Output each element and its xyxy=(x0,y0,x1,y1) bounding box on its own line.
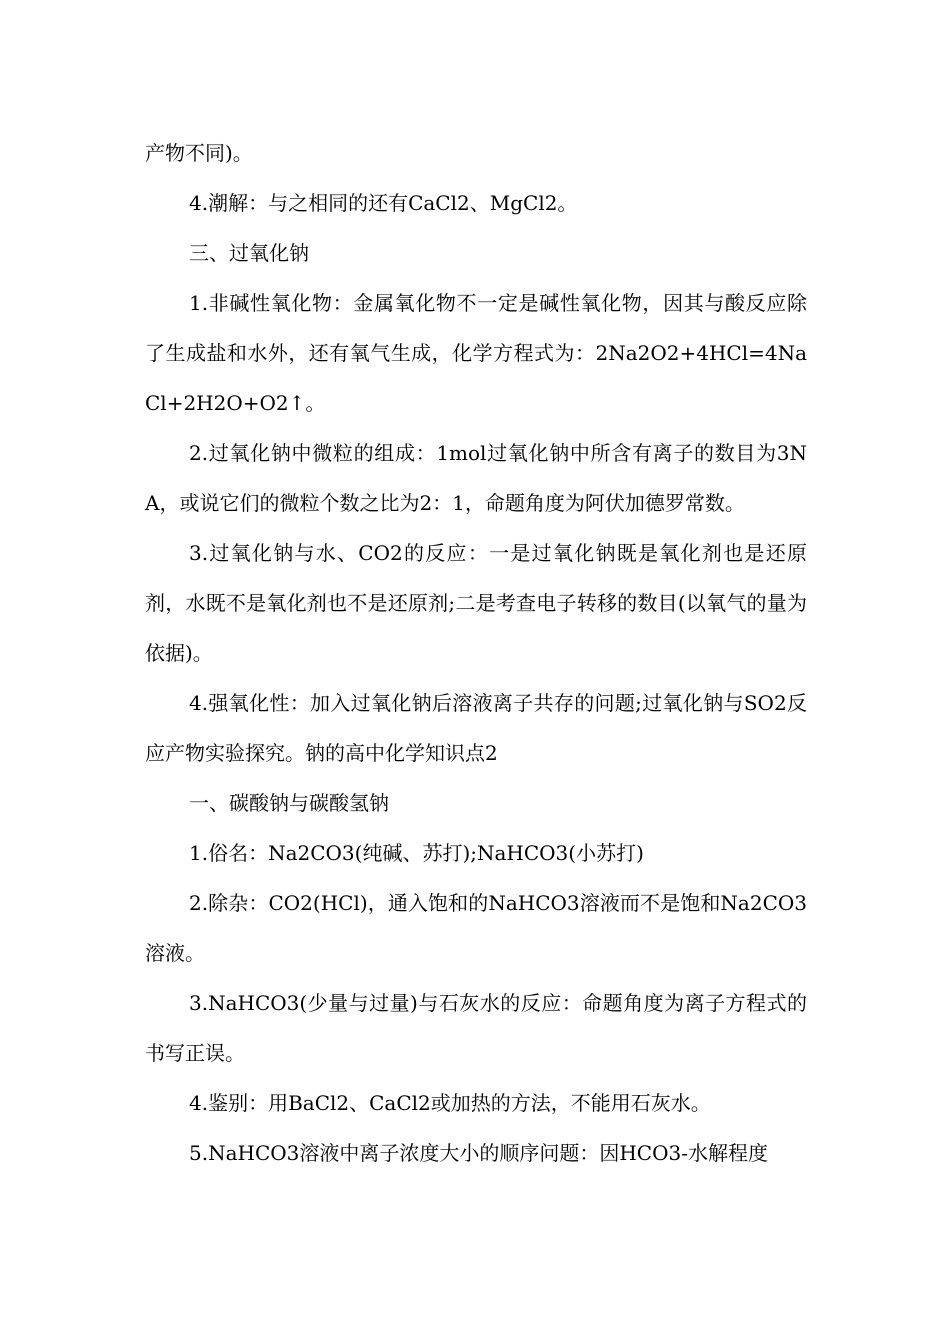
paragraph-13: 5.NaHCO3溶液中离子浓度大小的顺序问题：因HCO3-水解程度 xyxy=(189,1141,768,1165)
paragraph-6: 3.过氧化钠与水、CO2的反应：一是过氧化钠既是氧化剂也是还原剂，水既不是氧化剂也不是还原剂;二是考查电子转移的数目(以氧气的量为依据)。 xyxy=(145,541,807,665)
paragraph-7: 4.强氧化性：加入过氧化钠后溶液离子共存的问题;过氧化钠与SO2反应产物实验探究。钠的高中化学知识点2 xyxy=(145,691,807,765)
paragraph-11: 3.NaHCO3(少量与过量)与石灰水的反应：命题角度为离子方程式的书写正误。 xyxy=(145,991,807,1065)
section-heading-sodium-peroxide: 三、过氧化钠 xyxy=(189,241,309,265)
paragraph-10: 2.除杂：CO2(HCl)，通入饱和的NaHCO3溶液而不是饱和Na2CO3溶液。 xyxy=(145,891,807,965)
paragraph-5: 2.过氧化钠中微粒的组成：1mol过氧化钠中所含有离子的数目为3NA，或说它们的微粒个数之比为2：1，命题角度为阿伏加德罗常数。 xyxy=(145,441,807,515)
paragraph-12: 4.鉴别：用BaCl2、CaCl2或加热的方法，不能用石灰水。 xyxy=(189,1091,711,1115)
section-heading-carbonates: 一、碳酸钠与碳酸氢钠 xyxy=(189,791,389,815)
paragraph-4: 1.非碱性氧化物：金属氧化物不一定是碱性氧化物，因其与酸反应除了生成盐和水外，还有氧气生成，化学方程式为：2Na2O2+4HCl=4NaCl+2H2O+O2↑。 xyxy=(145,291,807,415)
paragraph-9: 1.俗名：Na2CO3(纯碱、苏打);NaHCO3(小苏打) xyxy=(189,841,644,865)
document-body xyxy=(145,128,807,1178)
paragraph-2: 4.潮解：与之相同的还有CaCl2、MgCl2。 xyxy=(189,191,578,215)
paragraph-1: 产物不同)。 xyxy=(145,141,253,165)
